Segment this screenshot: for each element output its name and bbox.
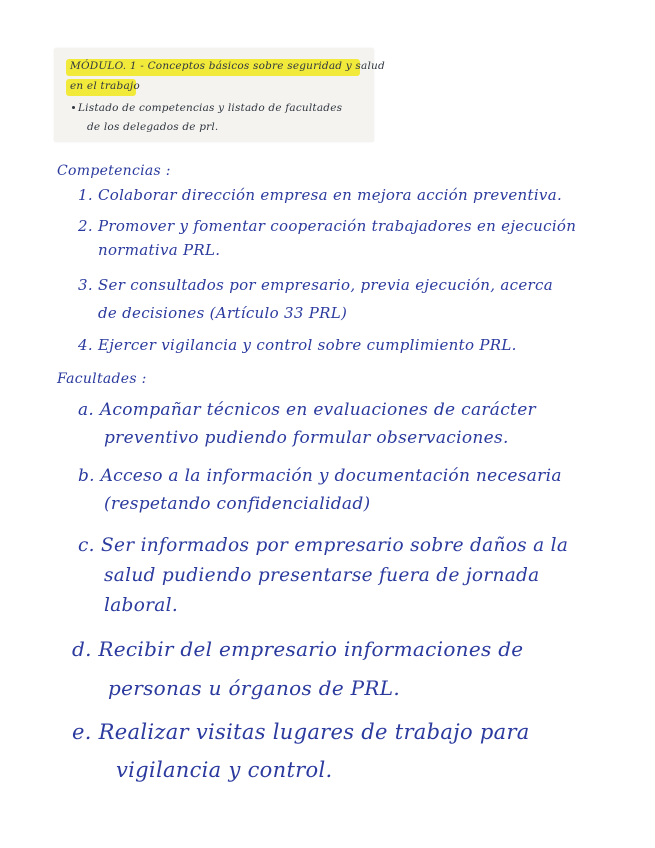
facultad-e-line-2: vigilancia y control. [116, 758, 333, 782]
facultad-a-line-2: preventivo pudiendo formular observaciones. [104, 428, 509, 448]
facultad-d-line-2: personas u órganos de PRL. [108, 676, 400, 700]
facultad-b-line-2: (respetando confidencialidad) [104, 494, 371, 514]
bullet-text-line-1: Listado de competencias y listado de facultades [78, 102, 343, 114]
competencia-3-line-1: 3. Ser consultados por empresario, previa ejecución, acerca [78, 276, 553, 294]
facultad-b-line-1: b. Acceso a la información y documentación necesaria [78, 466, 562, 486]
facultades-title: Facultades : [57, 371, 147, 387]
competencias-title: Competencias : [57, 163, 171, 179]
competencia-2-line-1: 2. Promover y fomentar cooperación trabajadores en ejecución [78, 217, 577, 235]
bullet-dot [72, 106, 75, 109]
competencia-2-line-2: normativa PRL. [98, 241, 221, 259]
facultad-c-line-2: salud pudiendo presentarse fuera de jornada [104, 565, 540, 586]
module-heading-line-1: MÓDULO. 1 - Conceptos básicos sobre seguridad y salud [70, 60, 385, 72]
competencia-1-line-1: 1. Colaborar dirección empresa en mejora acción preventiva. [78, 186, 563, 204]
facultad-d-line-1: d. Recibir del empresario informaciones de [72, 637, 524, 661]
facultad-c-line-3: laboral. [104, 595, 178, 616]
facultad-c-line-1: c. Ser informados por empresario sobre daños a la [78, 535, 569, 556]
facultad-e-line-1: e. Realizar visitas lugares de trabajo para [72, 720, 530, 744]
facultad-a-line-1: a. Acompañar técnicos en evaluaciones de carácter [78, 400, 536, 420]
competencia-3-line-2: de decisiones (Artículo 33 PRL) [98, 304, 348, 322]
module-heading-line-2: en el trabajo [70, 80, 140, 92]
competencia-4-line-1: 4. Ejercer vigilancia y control sobre cumplimiento PRL. [78, 336, 517, 354]
bullet-text-line-2: de los delegados de prl. [87, 121, 219, 133]
printed-note-card [54, 48, 385, 142]
